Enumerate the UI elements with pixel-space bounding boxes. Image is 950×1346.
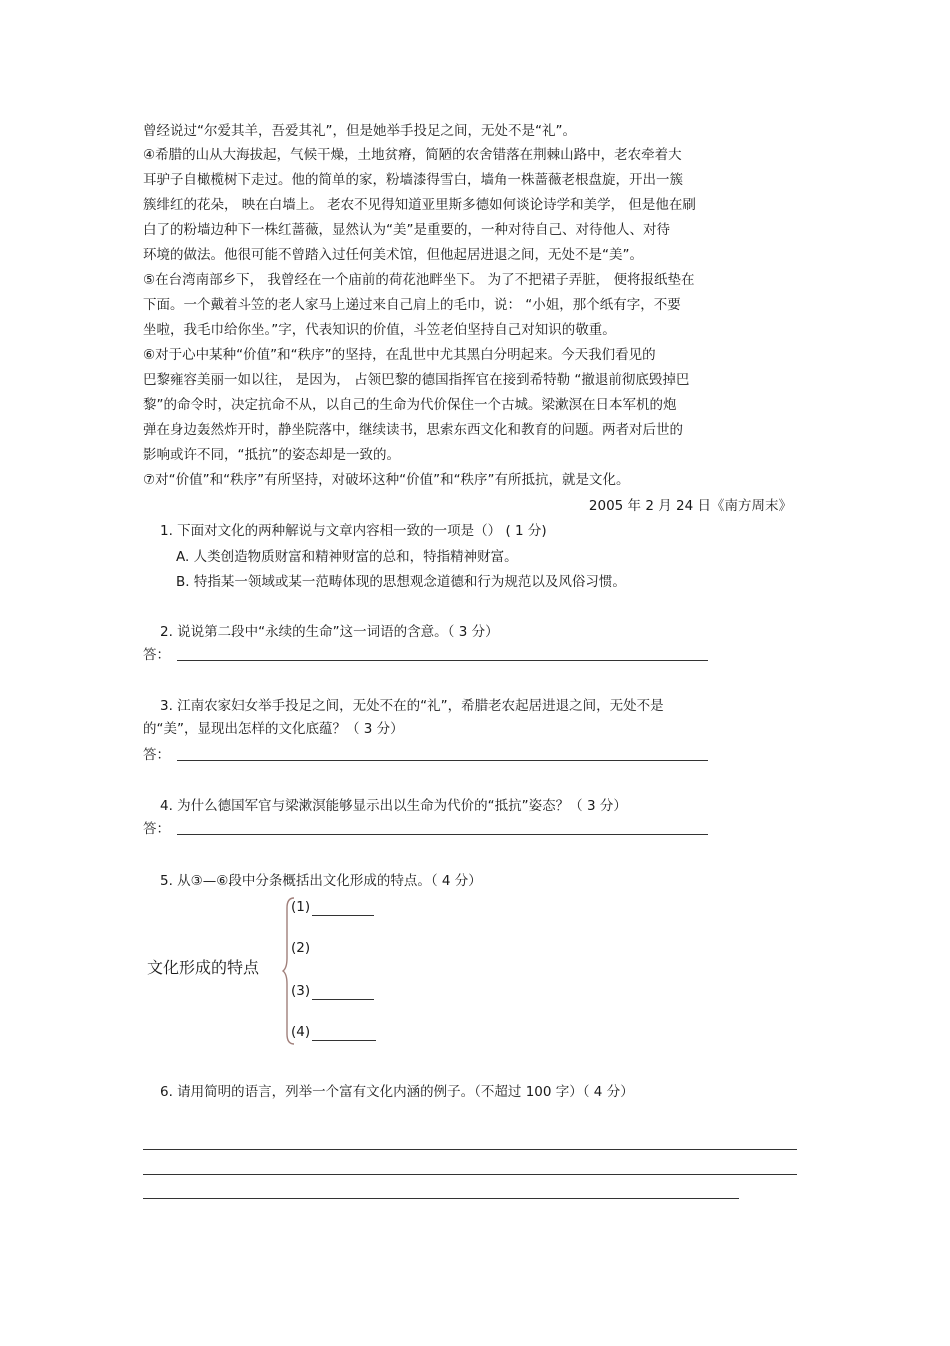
q2-answer-label: 答：: [143, 647, 170, 663]
q3-stem-line1: 3. 江南农家妇女举手投足之间，无处不在的“礼”，希腊老农起居进退之间，无处不是: [160, 698, 664, 714]
q5-item-4: [291, 1023, 376, 1041]
q2-answer-line[interactable]: [177, 660, 708, 661]
passage-line-15: ⑦对“价值”和“秩序”有所坚持，对破坏这种“价值”和“秩序”有所抵抗，就是文化。: [143, 472, 630, 488]
q5-item-2-label: (2): [291, 940, 311, 956]
q5-item-3-blank[interactable]: [312, 999, 374, 1000]
passage-line-14: 影响或许不同，“抵抗”的姿态却是一致的。: [143, 447, 400, 463]
q2-stem: 2. 说说第二段中“永续的生命”这一词语的含意。（ 3 分）: [160, 624, 499, 640]
q5-item-1-label: (1): [291, 899, 311, 915]
q6-answer-line-3[interactable]: [143, 1198, 739, 1199]
q6-answer-line-2[interactable]: [143, 1174, 797, 1175]
q5-item-2: [291, 939, 310, 957]
q5-stem: 5. 从③—⑥段中分条概括出文化形成的特点。（ 4 分）: [160, 873, 482, 889]
passage-line-2: ④希腊的山从大海拔起，气候干燥，土地贫瘠，简陋的农舍错落在荆棘山路中，老农牵着大: [143, 147, 682, 163]
passage-line-5: 白了的粉墙边种下一株红蔷薇，显然认为“美”是重要的，一种对待自己、对待他人、对待: [143, 222, 670, 238]
passage-line-11: 巴黎雍容美丽一如以往， 是因为， 占领巴黎的德国指挥官在接到希特勒 “撤退前彻底毁掉巴: [143, 372, 690, 388]
q5-item-4-label: (4): [291, 1024, 311, 1040]
q5-item-4-blank[interactable]: [312, 1040, 376, 1041]
passage-line-6: 环境的做法。他很可能不曾踏入过任何美术馆，但他起居进退之间，无处不是“美”。: [143, 247, 643, 263]
q6-stem: 6. 请用简明的语言，列举一个富有文化内涵的例子。（不超过 100 字）（ 4 分）: [160, 1084, 634, 1100]
passage-source: 2005 年 2 月 24 日《南方周末》: [588, 498, 792, 514]
q5-item-1: [291, 898, 374, 916]
q4-answer-label: 答：: [143, 821, 170, 837]
passage-line-8: 下面。一个戴着斗笠的老人家马上递过来自己肩上的毛巾，说： “小姐，那个纸有字，不要: [143, 297, 681, 313]
q4-answer-line[interactable]: [177, 834, 708, 835]
passage-line-12: 黎”的命令时，决定抗命不从，以自己的生命为代价保住一个古城。梁漱溟在日本军机的炮: [143, 397, 677, 413]
q5-item-3-label: (3): [291, 983, 311, 999]
q3-stem-line2: 的“美”，显现出怎样的文化底蕴？（ 3 分）: [143, 721, 404, 737]
passage-line-7: ⑤在台湾南部乡下， 我曾经在一个庙前的荷花池畔坐下。 为了不把裙子弄脏， 便将报纸垫在: [143, 272, 695, 288]
passage-line-10: ⑥对于心中某种“价值”和“秩序”的坚持，在乱世中尤其黑白分明起来。今天我们看见的: [143, 347, 656, 363]
q3-answer-line[interactable]: [177, 760, 708, 761]
passage-line-9: 坐啦，我毛巾给你坐。”字，代表知识的价值，斗笠老伯坚持自己对知识的敬重。: [143, 322, 616, 338]
passage-line-1: 曾经说过“尔爱其羊，吾爱其礼”，但是她举手投足之间，无处不是“礼”。: [143, 123, 576, 139]
q1-stem: 1. 下面对文化的两种解说与文章内容相一致的一项是（） ( 1 分): [160, 523, 547, 539]
passage-line-13: 弹在身边轰然炸开时，静坐院落中，继续读书，思索东西文化和教育的问题。两者对后世的: [143, 422, 683, 438]
q1-option-a: A. 人类创造物质财富和精神财富的总和，特指精神财富。: [176, 549, 518, 565]
q4-stem: 4. 为什么德国军官与梁漱溟能够显示出以生命为代价的“抵抗”姿态？（ 3 分）: [160, 798, 627, 814]
q3-answer-label: 答：: [143, 747, 170, 763]
q1-option-b: B. 特指某一领域或某一范畴体现的思想观念道德和行为规范以及风俗习惯。: [176, 574, 626, 590]
passage-line-4: 簇绯红的花朵， 映在白墙上。 老农不见得知道亚里斯多德如何谈论诗学和美学， 但是他在刷: [143, 197, 696, 213]
q6-answer-line-1[interactable]: [143, 1149, 797, 1150]
q5-brace-label: 文化形成的特点: [147, 958, 260, 977]
q5-item-1-blank[interactable]: [312, 915, 374, 916]
q5-item-3: [291, 982, 374, 1000]
passage-line-3: 耳驴子自橄榄树下走过。他的简单的家，粉墙漆得雪白，墙角一株蔷薇老根盘旋，开出一簇: [143, 172, 683, 188]
